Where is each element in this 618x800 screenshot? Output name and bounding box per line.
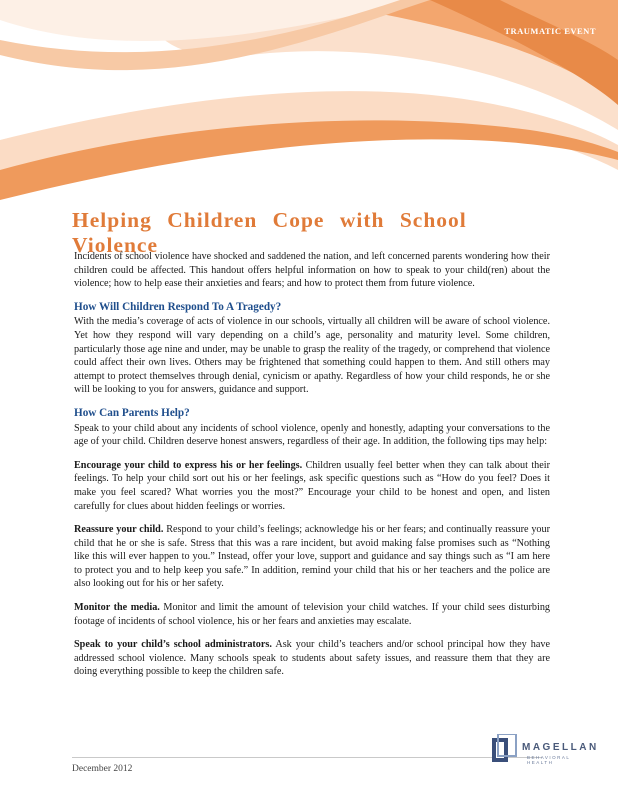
tip-text: Monitor and limit the amount of television your child watches. If your child sees disturbing footage of incidents of school violence, his or her fears and anxieties may escalate. [74,602,551,627]
section-heading-parents-help: How Can Parents Help? [74,406,190,419]
tip-text: Children usually feel better when they can talk about their feelings. To help your child sort out his or her feelings, ask specific questions such as “How do you feel? Does it make you feel scared? What worries you the most?” Encourage your child to be honest and open, and listen carefully for clues about hidden feelings or worries. [74,459,550,512]
footer-divider [72,757,542,758]
magellan-logo [490,732,599,768]
tip-text: Ask your child’s teachers and/or school principal how they have addressed school violence. Many schools speak to students about safety issues, and reassure them that they are doing everything possible to keep the children safe. [74,639,550,678]
tip-lead: Reassure your child. [74,524,164,536]
section-body-parents-help: Speak to your child about any incidents of school violence, openly and honestly, adapting your conversations to the age of your child. Children deserve honest answers, regardless of their age. In addition, the following tips may help: [74,422,550,448]
logo-wordmark: MAGELLAN [522,742,599,753]
tip-text: Respond to your child’s feelings; acknowledge his or her fears; and continually reassure your child that he or she is safe. Stress that this was a rare incident, but avoid making false promises such as “Nothing like this will ever happen to you.” Instead, offer your love, support and guidance and say things such as “I am here to protect you and to help keep you safe.” In addition, remind your child that his or her teachers and the police are also looking out for his or her safety. [74,524,550,590]
tip-school-administrators [74,638,550,679]
tip-lead: Monitor the media. [74,602,160,614]
logo-subtitle: BEHAVIORAL HEALTH [527,755,571,765]
section-heading-respond: How Will Children Respond To A Tragedy? [74,300,282,313]
intro-paragraph: Incidents of school violence have shocked and saddened the nation, and left concerned parents wondering how their children could be affected. This handout offers helpful information on how to speak to your child(ren) about the violence; how to help ease their anxieties and fears; and how to protect them from future violence. [74,251,550,290]
tip-reassure-child [74,523,550,591]
tip-monitor-media [74,601,550,628]
document-body [74,250,550,689]
document-category-tag: TRAUMATIC EVENT [504,26,596,36]
magellan-logo-mark-icon [490,734,518,764]
tip-lead: Speak to your child’s school administrators. [74,639,272,651]
footer-date: December 2012 [72,764,133,774]
tip-express-feelings [74,459,550,513]
page-title: Helping Children Cope with School Violence [72,208,467,257]
section-body-respond: With the media’s coverage of acts of violence in our schools, virtually all children will be aware of school violence. Yet how they respond will vary depending on a child’s age, personality and maturity level. Some children, particularly those age nine and under, may be unable to grasp the reality of the tragedy, or comprehend that violence could affect their own lives. Others may be frightened that something could happen to them. And still others may attempt to protect themselves through denial, cynicism or apathy. Regardless of how your child responds, he or she will be looking to you for answers, guidance and support. [74,316,550,396]
tip-lead: Encourage your child to express his or her feelings. [74,459,303,471]
